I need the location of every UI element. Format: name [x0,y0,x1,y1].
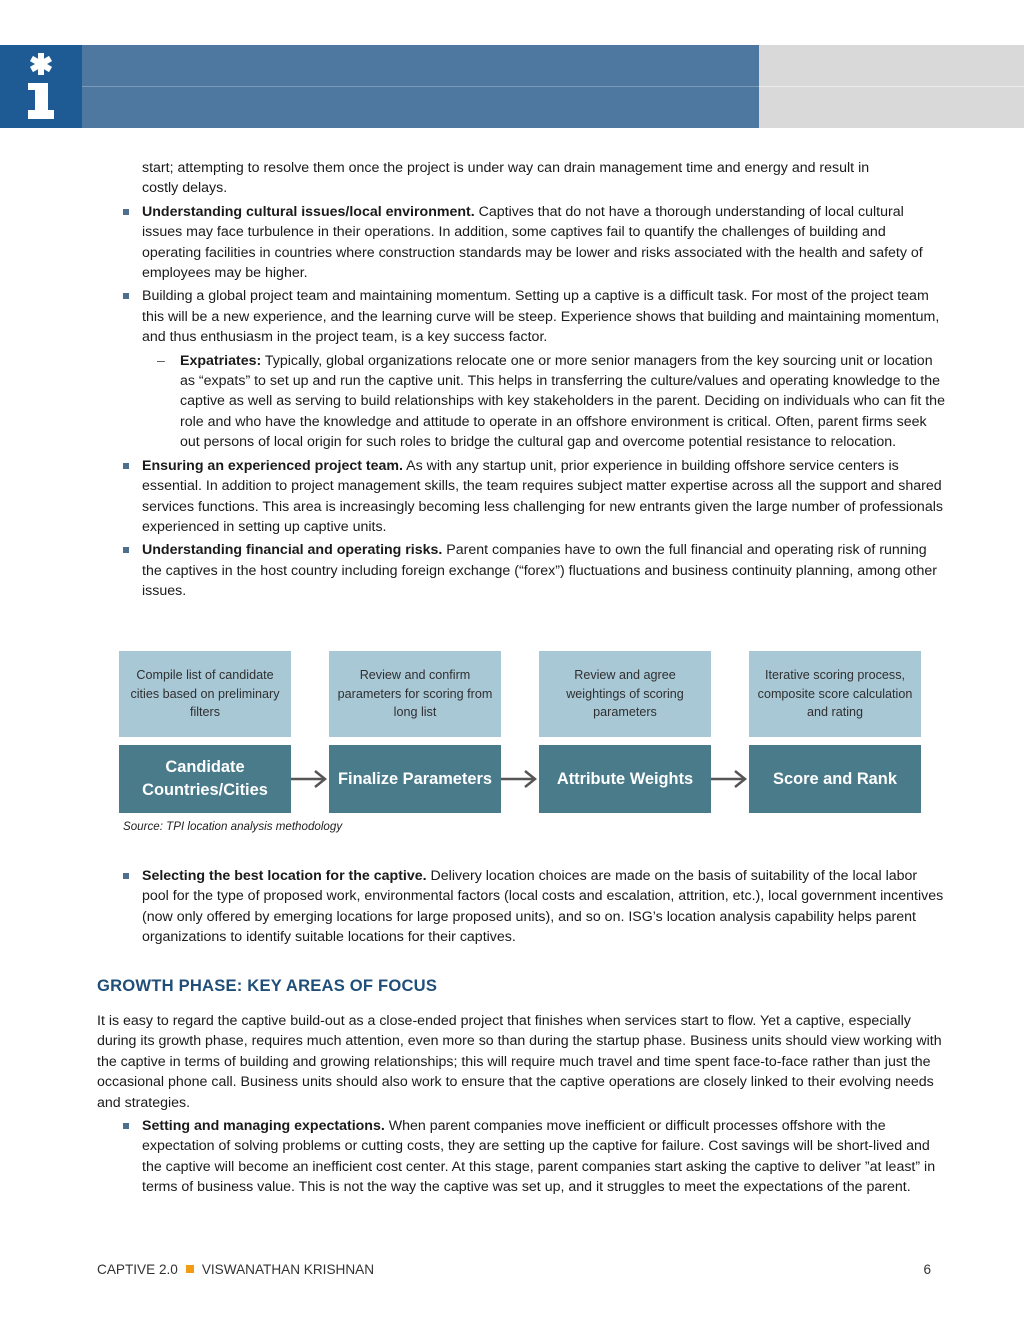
step-description: Compile list of candidate cities based on preliminary filters [119,651,291,737]
bullet-square-icon [123,463,129,469]
list-item [97,866,947,948]
step-title: Finalize Parameters [329,745,501,813]
intro-line-2: costly delays. [142,180,228,197]
bullet-heading: Understanding financial and operating risks. [142,542,443,559]
list-item [97,286,947,347]
footer-author: VISWANATHAN KRISHNAN [201,1262,375,1277]
growth-paragraph: It is easy to regard the captive build-out as a close-ended project that finishes when services start to flow. Yet a captive, especially during its growth phase, requires much attention, even more so than during the startup phase. Business units should view working with the captive in terms of building and growing relationships; this will require much travel and time spent face-to-face rather than just the occasional phone call. Business units should also work to ensure that the captive operations are closely linked to their evolving needs and strategies. [97,1013,942,1111]
bullet-square-icon [123,293,129,299]
intro-line-1: start; attempting to resolve them once the project is under way can drain management time and energy and result in [142,160,870,176]
bullet-text: As with any startup unit, prior experience in building offshore service centers is essential. In addition to project management skills, the team requires subject matter expertise across all the support and shared services functions. This area is increasingly becoming less challenging for new entrants given the large number of professionals experienced in setting up captive units. [142,457,943,535]
list-item [97,1116,947,1198]
bullet-square-icon [123,209,129,215]
section-heading: GROWTH PHASE: KEY AREAS OF FOCUS [97,976,438,995]
bullet-heading: Selecting the best location for the captive. [142,868,427,884]
info-logo-icon [24,53,58,123]
continued-paragraph [97,158,947,199]
step-description: Review and agree weightings of scoring parameters [539,651,711,737]
arrow-right-icon [291,769,329,789]
bullet-heading: Understanding cultural issues/local environment. [142,203,475,220]
diagram-source: Source: TPI location analysis methodology [123,820,343,833]
header-grey-divider [759,86,1024,87]
step-title: Candidate Countries/Cities [119,745,291,813]
process-diagram [119,651,921,841]
sub-bullet-text: Typically, global organizations relocate one or more senior managers from the key sourcing unit or location as “expats” to set up and run the captive unit. This helps in transferring the culture/values and operating knowledge to the captive as well as serving to build relationships with key stakeholders in the parent. Deciding on individuals who can fit the role and who have the knowledge and attitude to operate in an offshore environment is critical. Often, parent firms seek out persons of local origin for such roles to bridge the cultural gap and overcome potential resistance to relocation. [180,352,945,451]
arrow-right-icon [501,769,539,789]
page-number: 6 [923,1262,931,1277]
bullet-text: Captives that do not have a thorough understanding of local cultural issues may face turbulence in their operations. In addition, some captives fail to quantify the challenges of building and operating facilities in countries where construction standards may be lower and risks associated with the health and safety of employees may be higher. [142,203,923,282]
bullet-text: Building a global project team and maintaining momentum. Setting up a captive is a difficult task. For most of the project team this will be a new experience, and the learning curve will be steep. Experience shows that building and maintaining momentum, and thus enthusiasm in the project team, is a key success factor. [142,288,940,346]
page-footer [97,1262,931,1277]
bullet-text: Delivery location choices are made on the basis of suitability of the local labor pool for the type of proposed work, environmental factors (local costs and escalation, attrition, etc.), local government incentives (now only offered by emerging locations for large proposed units), and so on. ISG’s location analysis capability helps parent organizations to identify suitable locations for their captives. [142,868,944,946]
footer-title: CAPTIVE 2.0 [97,1262,178,1277]
bullet-square-icon [123,1123,129,1129]
bullet-text: Parent companies have to own the full financial and operating risk of running the captives in the host country including foreign exchange (“forex”) fluctuations and business continuity planning, among other issues. [142,542,937,600]
step-description: Review and confirm parameters for scoring from long list [329,651,501,737]
bullet-square-icon [123,873,129,879]
step-description: Iterative scoring process, composite score calculation and rating [749,651,921,737]
sub-list-item [97,351,947,453]
dash-icon: – [157,352,165,369]
bullet-heading: Setting and managing expectations. [142,1118,385,1135]
header-divider [82,86,759,87]
list-item [97,540,947,601]
bullet-text: When parent companies move inefficient or difficult processes offshore with the expectation of solving problems or cutting costs, they are setting up the captive for failure. Cost savings will be short-lived and the captive will become an inefficient cost center. At this stage, parent companies start asking the captive to deliver ”at least” in terms of business value. This is not the way the captive was set up, and it struggles to meet the expectations of the parent. [142,1118,936,1196]
sub-bullet-heading: Expatriates: [180,352,262,369]
page-header [0,45,1024,128]
body-text-middle [97,866,947,948]
footer-separator-icon [186,1265,194,1273]
bullet-square-icon [123,547,129,553]
step-title: Attribute Weights [539,745,711,813]
list-item [97,456,947,538]
arrow-right-icon [711,769,749,789]
list-item [97,202,947,284]
body-text-lower [97,1011,947,1198]
body-text-upper [97,158,947,602]
logo [0,45,82,128]
step-title: Score and Rank [749,745,921,813]
bullet-heading: Ensuring an experienced project team. [142,457,403,474]
